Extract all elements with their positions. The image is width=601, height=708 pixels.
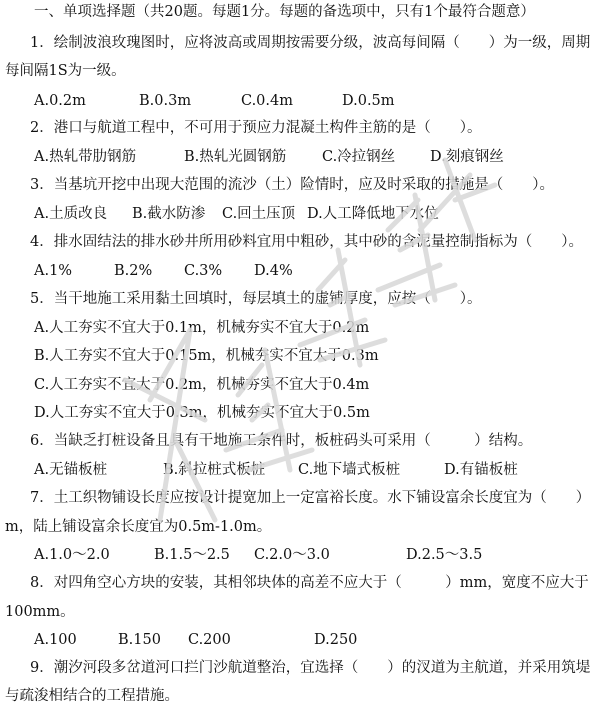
question-3-option-a[interactable]: A.土质改良 [34,206,108,222]
question-8-option-d[interactable]: D.250 [314,632,358,648]
question-4-option-a[interactable]: A.1% [34,263,73,279]
question-7-stem-line-1: 7．土工织物铺设长度应按设计提宽加上一定富裕长度。水下铺设富余长度宜为（ ） [30,490,591,506]
question-6-option-d[interactable]: D.有锚板桩 [444,462,518,478]
question-8-stem-line-1: 8．对四角空心方块的安装，其相邻块体的高差不应大于（ ）mm，宽度不应大于 [30,575,589,591]
question-8-option-b[interactable]: B.150 [118,632,161,648]
question-2-stem: 2．港口与航道工程中，不可用于预应力混凝土构件主筋的是（ ）。 [30,120,482,136]
question-3-option-c[interactable]: C.回土压顶 [222,206,296,222]
question-1-option-b[interactable]: B.0.3m [139,93,192,109]
question-2-option-d[interactable]: D.刻痕钢丝 [430,149,504,165]
question-6-options [0,460,601,482]
question-9-stem-line-2: 与疏浚相结合的工程措施。 [5,688,179,704]
question-5-option-c[interactable]: C.人工夯实不宜大于0.2m，机械夯实不宜大于0.4m [34,377,370,393]
question-3-stem: 3．当基坑开挖中出现大范围的流沙（土）险情时，应及时采取的措施是（ ）。 [30,177,554,193]
question-7-option-c[interactable]: C.2.0～3.0 [254,547,330,563]
question-4-option-c[interactable]: C.3% [184,263,223,279]
question-5-stem: 5．当干地施工采用黏土回填时，每层填土的虚铺厚度，应按（ ）。 [30,291,482,307]
question-4-options [0,261,601,283]
question-2-options [0,147,601,169]
question-1-option-d[interactable]: D.0.5m [342,93,395,109]
question-9-stem-line-1: 9．潮汐河段多岔道河口拦门沙航道整治，宜选择（ ）的汊道为主航道，并采用筑堤 [30,660,591,676]
question-1-stem-line-2: 每间隔1S为一级。 [5,63,126,79]
question-4-option-b[interactable]: B.2% [114,263,153,279]
question-7-option-a[interactable]: A.1.0～2.0 [34,547,110,563]
question-8-options [0,630,601,652]
question-3-option-d[interactable]: D.人工降低地下水位 [307,206,439,222]
question-7-options [0,545,601,567]
question-8-option-a[interactable]: A.100 [34,632,77,648]
question-4-option-d[interactable]: D.4% [254,263,293,279]
question-5-option-a[interactable]: A.人工夯实不宜大于0.1m，机械夯实不宜大于0.2m [34,320,370,336]
question-1-stem-line-1: 1．绘制波浪玫瑰图时，应将波高或周期按需要分级，波高每间隔（ ）为一级，周期 [30,35,591,51]
question-7-option-b[interactable]: B.1.5～2.5 [154,547,230,563]
question-5-option-d[interactable]: D.人工夯实不宜大于0.3m，机械夯实不宜大于0.5m [34,405,370,421]
question-1-options [0,91,601,113]
question-2-option-c[interactable]: C.冷拉钢丝 [322,149,396,165]
section-heading: 一、单项选择题（共20题。每题1分。每题的备选项中，只有1个最符合题意） [34,4,535,20]
question-7-option-d[interactable]: D.2.5～3.5 [406,547,483,563]
question-6-option-c[interactable]: C.地下墙式板桩 [298,462,401,478]
question-2-option-b[interactable]: B.热轧光圆钢筋 [184,149,287,165]
question-6-stem: 6．当缺乏打桩设备且具有干地施工条件时，板桩码头可采用（ ）结构。 [30,433,533,449]
question-4-stem: 4．排水固结法的排水砂井所用砂料宜用中粗砂，其中砂的含泥量控制指标为（ ）。 [30,234,583,250]
question-1-option-c[interactable]: C.0.4m [241,93,293,109]
question-2-option-a[interactable]: A.热轧带肋钢筋 [34,149,137,165]
question-8-stem-line-2: 100mm。 [5,604,75,620]
question-6-option-b[interactable]: B.斜拉桩式板桩 [163,462,266,478]
question-7-stem-line-2: m，陆上铺设富余长度宜为0.5m-1.0m。 [5,519,272,535]
question-6-option-a[interactable]: A.无锚板桩 [34,462,108,478]
question-5-option-b[interactable]: B.人工夯实不宜大于0.15m，机械夯实不宜大于0.3m [34,348,379,364]
question-3-option-b[interactable]: B.截水防渗 [132,206,206,222]
question-8-option-c[interactable]: C.200 [188,632,231,648]
question-1-option-a[interactable]: A.0.2m [34,93,86,109]
question-3-options [0,204,601,226]
